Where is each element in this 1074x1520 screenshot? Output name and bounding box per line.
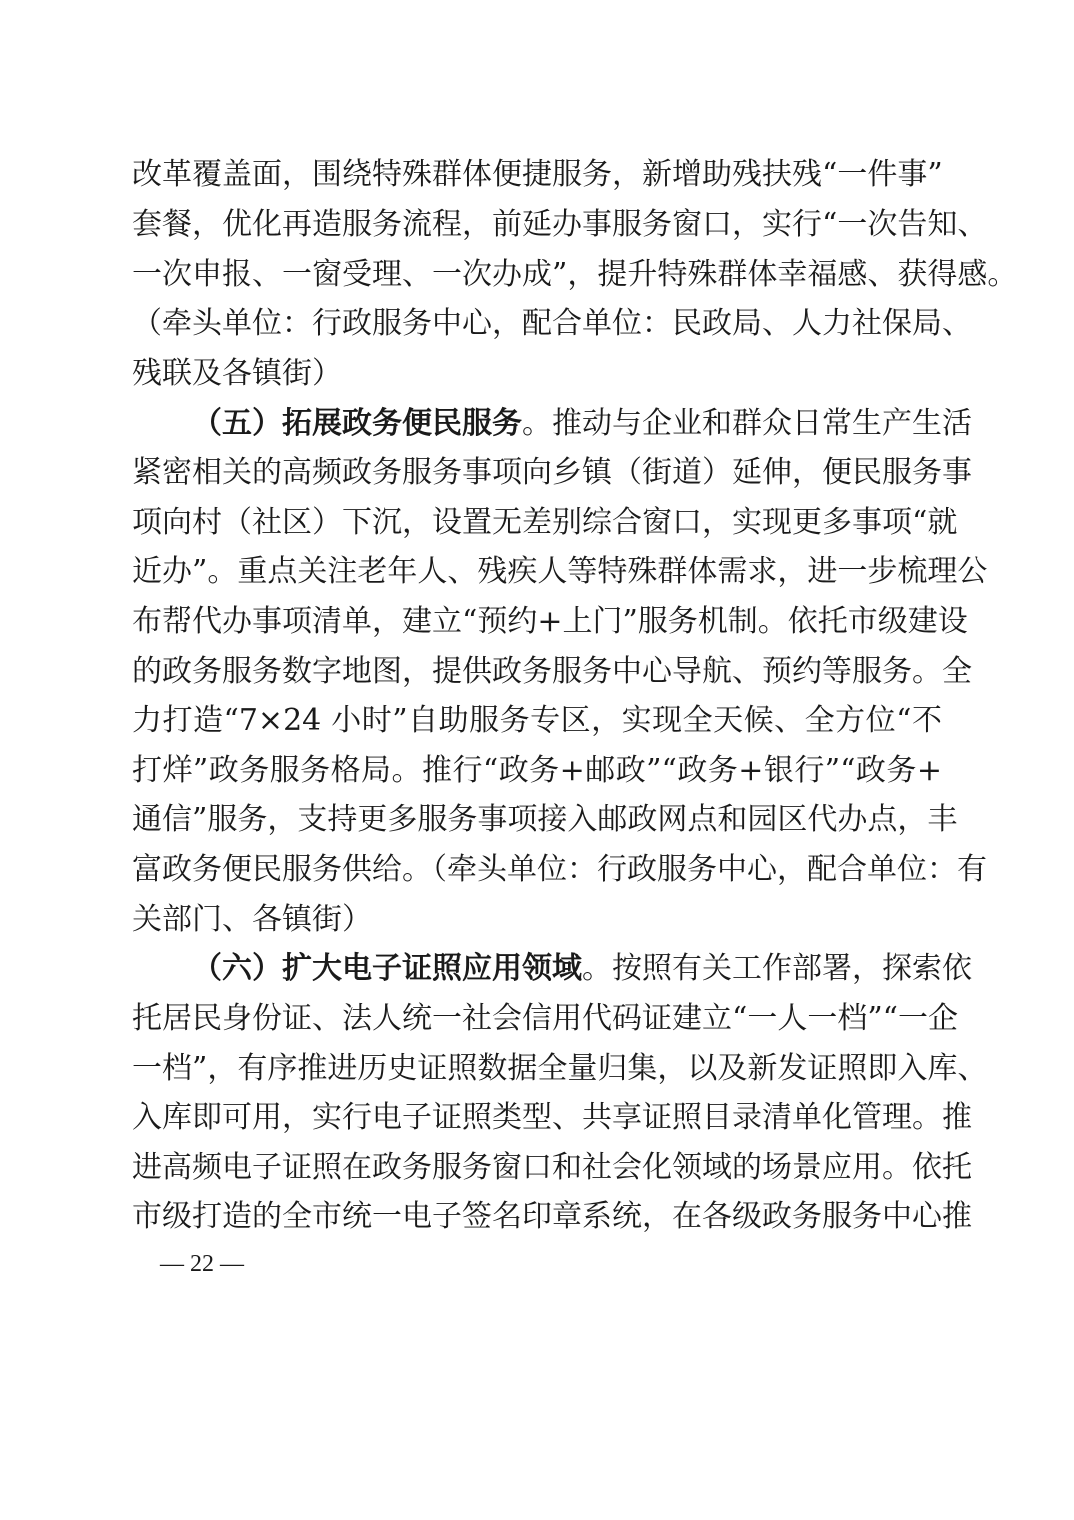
paragraph-3-line-4: 入库即可用，实行电子证照类型、共享证照目录清单化管理。推 [132, 1100, 972, 1135]
paragraph-1-line-5: 残联及各镇街） [132, 356, 342, 391]
paragraph-3-line-3: 一档”，有序推进历史证照数据全量归集，以及新发证照即入库、 [132, 1051, 988, 1086]
paragraph-2-line-11: 关部门、各镇街） [132, 902, 372, 937]
section-heading-6: （六）扩大电子证照应用领域 [192, 951, 582, 986]
paragraph-1-line-4: （牵头单位：行政服务中心，配合单位：民政局、人力社保局、 [132, 306, 972, 341]
paragraph-2-line-10: 富政务便民服务供给。（牵头单位：行政服务中心，配合单位：有 [132, 852, 987, 887]
paragraph-2-line-9: 通信”服务，支持更多服务事项接入邮政网点和园区代办点，丰 [132, 802, 958, 837]
paragraph-1-line-3: 一次申报、一窗受理、一次办成”，提升特殊群体幸福感、获得感。 [132, 257, 1018, 292]
paragraph-2-line-5: 布帮代办事项清单，建立“预约+上门”服务机制。依托市级建设 [132, 604, 968, 639]
section-heading-5: （五）拓展政务便民服务 [192, 406, 522, 441]
page-number: — 22 — [160, 1251, 244, 1277]
paragraph-3-line-5: 进高频电子证照在政务服务窗口和社会化领域的场景应用。依托 [132, 1150, 972, 1185]
paragraph-2-first-line-text: 。推动与企业和群众日常生产生活 [522, 406, 972, 441]
paragraph-2-line-2: 紧密相关的高频政务服务事项向乡镇（街道）延伸，便民服务事 [132, 455, 972, 490]
paragraph-2-line-8: 打烊”政务服务格局。推行“政务+邮政”“政务+银行”“政务+ [132, 753, 942, 788]
paragraph-1-line-2: 套餐，优化再造服务流程，前延办事服务窗口，实行“一次告知、 [132, 207, 988, 242]
paragraph-3-line-2: 托居民身份证、法人统一社会信用代码证建立“一人一档”“一企 [132, 1001, 959, 1036]
paragraph-2-line-6: 的政务服务数字地图，提供政务服务中心导航、预约等服务。全 [132, 654, 972, 689]
paragraph-2-first-line [192, 399, 972, 449]
paragraph-3-first-line-text: 。按照有关工作部署，探索依 [582, 951, 972, 986]
paragraph-3-line-6: 市级打造的全市统一电子签名印章系统，在各级政务服务中心推 [132, 1199, 972, 1234]
paragraph-3-first-line [192, 944, 972, 994]
paragraph-2-line-7: 力打造“7×24 小时”自助服务专区，实现全天候、全方位“不 [132, 703, 942, 738]
paragraph-2-line-4: 近办”。重点关注老年人、残疾人等特殊群体需求，进一步梳理公 [132, 554, 988, 589]
paragraph-1-line-1: 改革覆盖面，围绕特殊群体便捷服务，新增助残扶残“一件事” [132, 157, 943, 192]
paragraph-2-line-3: 项向村（社区）下沉，设置无差别综合窗口，实现更多事项“就 [132, 505, 958, 540]
